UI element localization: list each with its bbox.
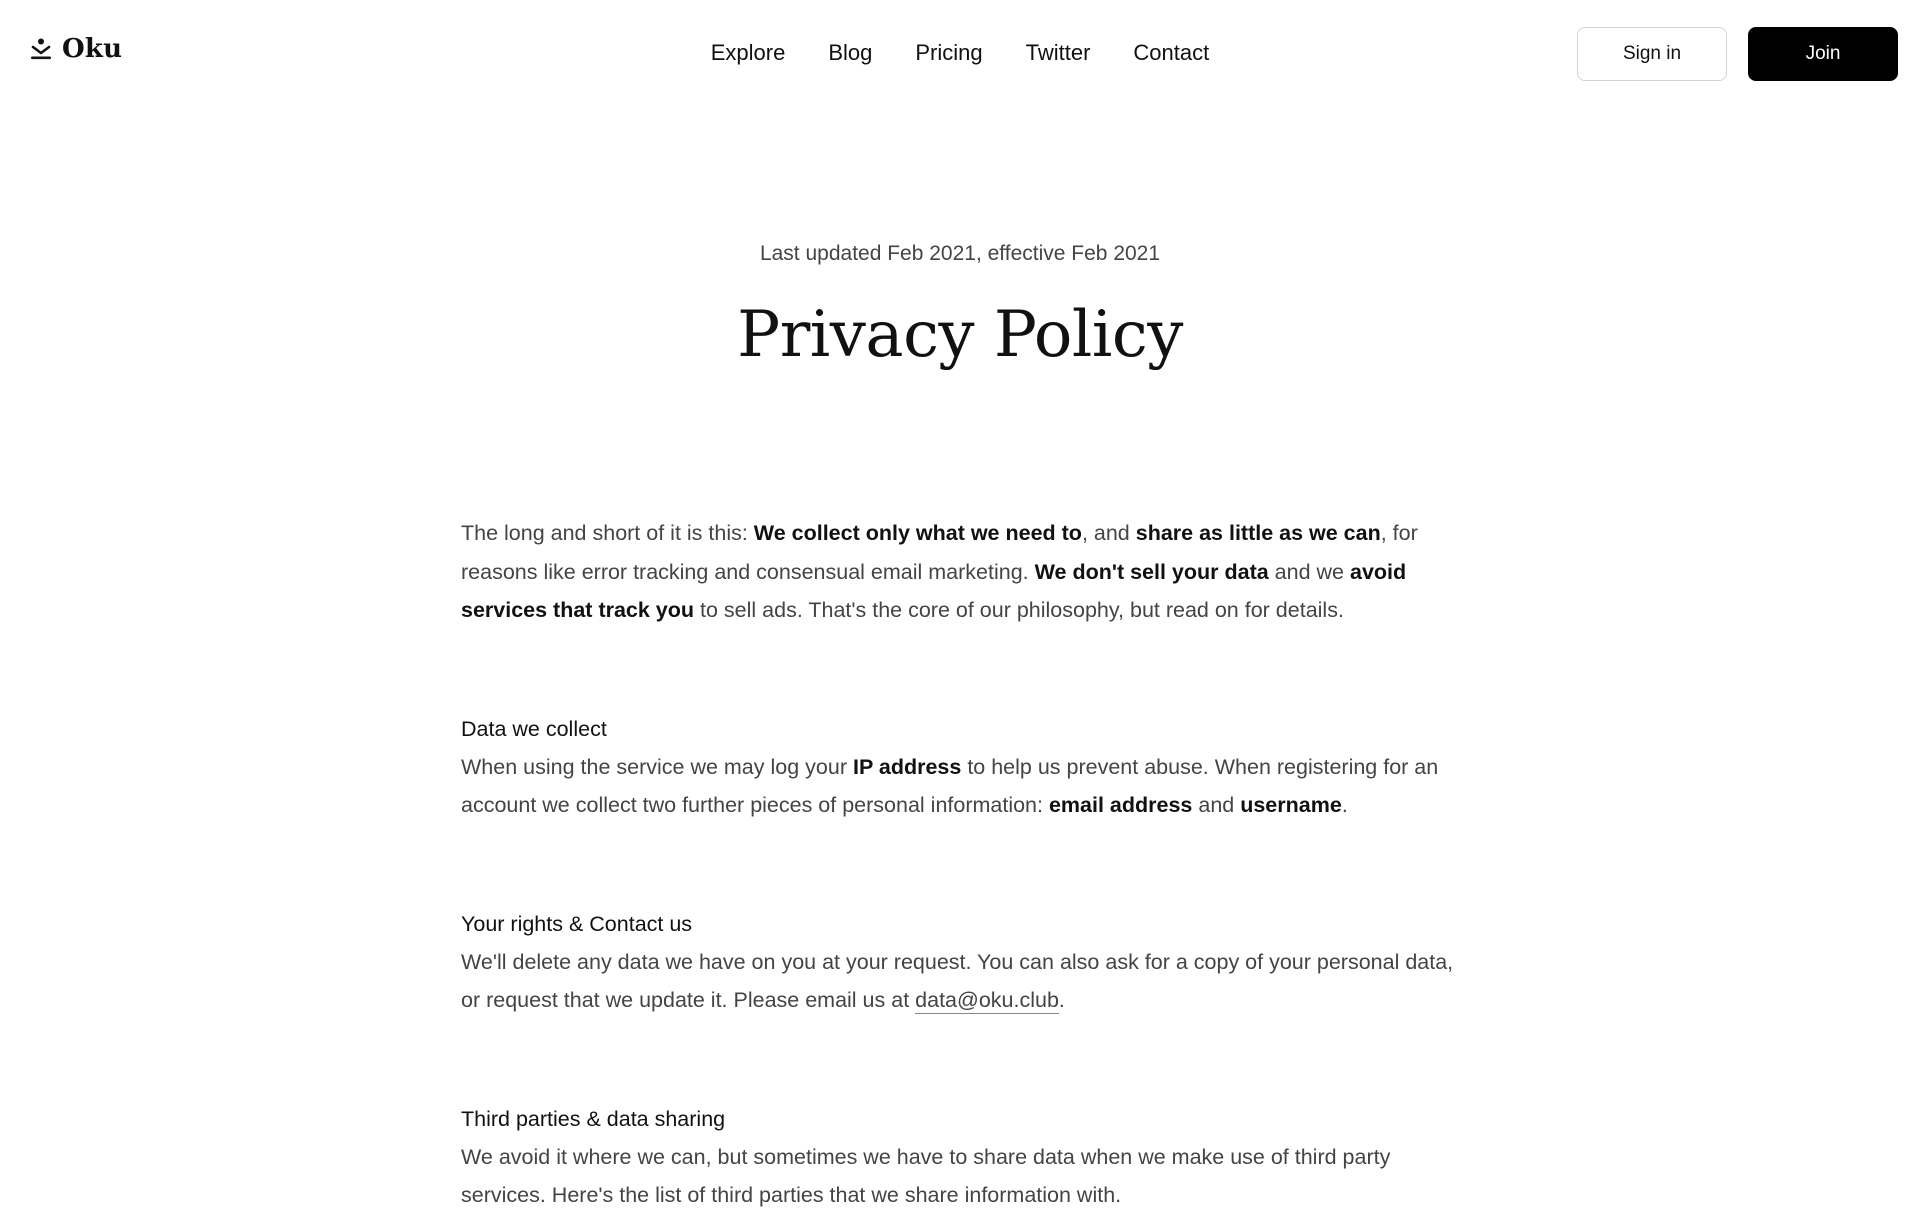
intro-text-1: The long and short of it is this: bbox=[461, 521, 754, 545]
data-collect-text-3: and bbox=[1192, 793, 1241, 817]
data-collect-paragraph bbox=[461, 748, 1461, 825]
nav-twitter[interactable]: Twitter bbox=[1025, 40, 1091, 65]
rights-paragraph bbox=[461, 943, 1461, 1020]
data-collect-bold-2: email address bbox=[1048, 793, 1193, 817]
site-header bbox=[0, 0, 1920, 106]
section-third-parties bbox=[461, 1100, 1461, 1215]
policy-content bbox=[461, 514, 1461, 1215]
intro-text-4: and we bbox=[1268, 559, 1350, 584]
data-collect-text-2: to help us prevent abuse. When registering for an account we collect two further pieces of personal information: bbox=[461, 754, 1439, 817]
rights-text-2: . bbox=[1058, 988, 1065, 1012]
data-collect-bold-3: username bbox=[1240, 793, 1342, 817]
data-collect-bold-1: IP address bbox=[852, 754, 962, 779]
nav-explore[interactable]: Explore bbox=[710, 40, 786, 65]
intro-bold-3: We don't sell your data bbox=[1034, 559, 1269, 584]
data-collect-text-4: . bbox=[1341, 793, 1348, 817]
nav-pricing[interactable]: Pricing bbox=[915, 40, 983, 65]
third-parties-text-1: We avoid it where we can, but sometimes we have to share data when we make use of third party services. Here's the list of third parties that we share information with. bbox=[461, 1144, 1391, 1207]
section-title-rights: Your rights & Contact us bbox=[461, 911, 693, 936]
section-title-data-collect: Data we collect bbox=[461, 716, 607, 741]
intro-bold-2: share as little as we can bbox=[1135, 521, 1381, 545]
logo-text: Oku bbox=[62, 34, 123, 64]
intro-paragraph bbox=[461, 514, 1461, 630]
section-rights bbox=[461, 905, 1461, 1020]
section-title-third-parties: Third parties & data sharing bbox=[461, 1106, 726, 1131]
last-updated-text: Last updated Feb 2021, effective Feb 2021 bbox=[759, 242, 1161, 265]
sign-in-button[interactable]: Sign in bbox=[1577, 27, 1727, 81]
intro-text-5: to sell ads. That's the core of our philosophy, but read on for details. bbox=[694, 598, 1344, 622]
hero bbox=[0, 239, 1920, 375]
third-parties-paragraph bbox=[461, 1138, 1461, 1215]
join-button[interactable]: Join bbox=[1748, 27, 1898, 81]
intro-text-2: , and bbox=[1081, 521, 1136, 545]
nav-contact[interactable]: Contact bbox=[1133, 40, 1210, 65]
data-collect-text-1: When using the service we may log your bbox=[461, 754, 853, 779]
intro-bold-4: avoid services that track you bbox=[461, 559, 1407, 622]
intro-text-3: , for reasons like error tracking and consensual email marketing. bbox=[461, 521, 1418, 584]
contact-email-link[interactable]: data@oku.club bbox=[915, 988, 1059, 1012]
intro-bold-1: We collect only what we need to bbox=[753, 521, 1082, 545]
nav-blog[interactable]: Blog bbox=[828, 40, 873, 65]
section-data-collect bbox=[461, 710, 1461, 825]
rights-text-1: We'll delete any data we have on you at your request. You can also ask for a copy of your personal data, or request that we update it. Please email us at bbox=[461, 949, 1454, 1012]
page-title: Privacy Policy bbox=[737, 298, 1183, 372]
